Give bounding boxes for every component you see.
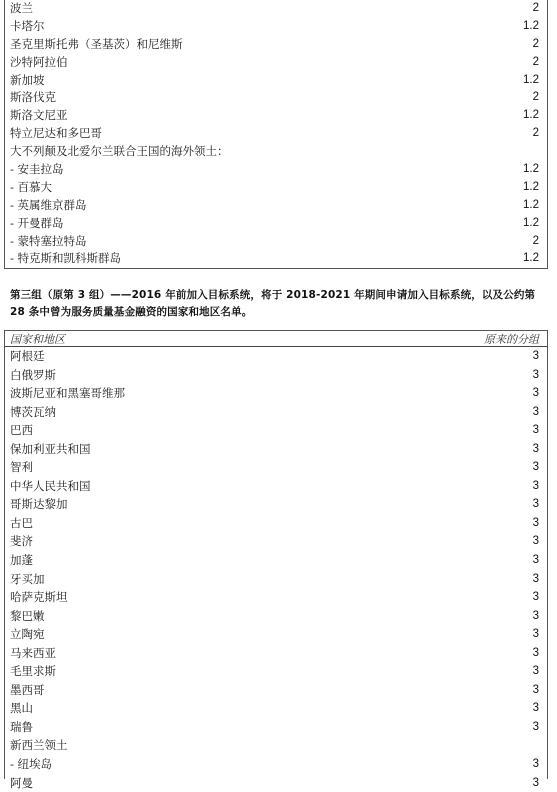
country-name: 博茨瓦纳 bbox=[10, 404, 56, 419]
group-value: 3 bbox=[532, 758, 539, 771]
country-name: - 开曼群岛 bbox=[10, 215, 64, 230]
group-value: 2 bbox=[532, 2, 539, 14]
country-name: - 安圭拉岛 bbox=[10, 162, 64, 177]
table-row bbox=[5, 72, 547, 90]
group-value: 2 bbox=[532, 234, 539, 247]
table-row bbox=[5, 514, 547, 533]
table-row bbox=[5, 551, 547, 570]
country-name: 沙特阿拉伯 bbox=[10, 54, 68, 69]
group-value: 3 bbox=[532, 702, 539, 715]
group-value: 3 bbox=[532, 442, 539, 455]
country-name: 新加坡 bbox=[10, 72, 45, 87]
table-row bbox=[5, 179, 547, 197]
group-value: 3 bbox=[532, 591, 539, 604]
table-row bbox=[5, 607, 547, 626]
country-name: 黎巴嫩 bbox=[10, 608, 45, 623]
country-name: 古巴 bbox=[10, 515, 33, 530]
table-header bbox=[5, 331, 547, 347]
table-row bbox=[5, 718, 547, 737]
country-name: 马来西亚 bbox=[10, 645, 56, 660]
table-row bbox=[5, 681, 547, 700]
table-row bbox=[5, 18, 547, 36]
country-name: 圣克里斯托弗（圣基茨）和尼维斯 bbox=[10, 36, 183, 51]
group-value: 2 bbox=[532, 127, 539, 140]
table-row bbox=[5, 384, 547, 403]
caption-line-2: 28 条中曾为服务质量基金融资的国家和地区名单。 bbox=[10, 306, 253, 318]
country-name: 牙买加 bbox=[10, 571, 45, 586]
group-value: 3 bbox=[532, 461, 539, 474]
country-name: 特立尼达和多巴哥 bbox=[10, 126, 102, 141]
country-name: - 特克斯和凯科斯群岛 bbox=[10, 251, 122, 266]
group-value: 1.2 bbox=[523, 252, 539, 265]
group-value: 3 bbox=[532, 516, 539, 529]
country-name: - 英属维京群岛 bbox=[10, 197, 87, 212]
group-value: 1.2 bbox=[523, 216, 539, 229]
table-row bbox=[5, 736, 547, 755]
table-row bbox=[5, 644, 547, 663]
table-row bbox=[5, 125, 547, 143]
group-value: 1.2 bbox=[523, 198, 539, 211]
group-value: 3 bbox=[532, 479, 539, 492]
group-value: 3 bbox=[532, 554, 539, 567]
table-row bbox=[5, 755, 547, 774]
country-name: - 纽埃岛 bbox=[10, 757, 53, 772]
caption-line-1: 第三组（原第 3 组）——2016 年前加入目标系统，将于 2018-2021 年期间申请加入目标系统，以及公约第 bbox=[10, 289, 536, 301]
country-name: 加蓬 bbox=[10, 553, 33, 568]
country-name: 斯洛文尼亚 bbox=[10, 108, 68, 123]
table-row bbox=[5, 625, 547, 644]
group-value: 3 bbox=[532, 424, 539, 437]
group-value: 3 bbox=[532, 665, 539, 678]
country-name: - 百慕大 bbox=[10, 179, 53, 194]
group-value: 3 bbox=[532, 405, 539, 418]
table-row bbox=[5, 54, 547, 72]
table-row bbox=[5, 495, 547, 514]
country-name: 哈萨克斯坦 bbox=[10, 590, 68, 605]
table-row bbox=[5, 662, 547, 681]
group-value: 2 bbox=[532, 91, 539, 104]
country-name: 墨西哥 bbox=[10, 682, 45, 697]
group-value: 3 bbox=[532, 646, 539, 659]
country-name: 立陶宛 bbox=[10, 627, 45, 642]
table-row bbox=[5, 250, 547, 268]
country-name: 大不列颠及北爱尔兰联合王国的海外领土： bbox=[10, 144, 229, 159]
table-row bbox=[5, 588, 547, 607]
country-name: 阿曼 bbox=[10, 775, 33, 790]
country-name: 阿根廷 bbox=[10, 349, 45, 363]
table-row bbox=[5, 36, 547, 54]
group-value: 3 bbox=[532, 572, 539, 585]
table-row bbox=[5, 570, 547, 589]
table-row bbox=[5, 774, 547, 792]
group-value: 3 bbox=[532, 535, 539, 548]
country-name: - 蒙特塞拉特岛 bbox=[10, 233, 87, 248]
country-name: 斐济 bbox=[10, 534, 33, 549]
table-row bbox=[5, 215, 547, 233]
table-row bbox=[5, 347, 547, 366]
country-name: 白俄罗斯 bbox=[10, 367, 56, 382]
table-row bbox=[5, 233, 547, 251]
table-row bbox=[5, 477, 547, 496]
group-value: 1.2 bbox=[523, 19, 539, 32]
table-row bbox=[5, 403, 547, 422]
group-value: 1.2 bbox=[523, 73, 539, 86]
country-name: 波兰 bbox=[10, 1, 33, 15]
country-name: 黑山 bbox=[10, 701, 33, 716]
table-row bbox=[5, 197, 547, 215]
country-name: 中华人民共和国 bbox=[10, 478, 91, 493]
group-value: 3 bbox=[532, 368, 539, 381]
header-country-region: 国家和地区 bbox=[10, 332, 65, 346]
table-row bbox=[5, 366, 547, 385]
country-name: 卡塔尔 bbox=[10, 18, 45, 33]
group-value: 3 bbox=[532, 498, 539, 511]
country-name: 保加利亚共和国 bbox=[10, 441, 91, 456]
group-value: 3 bbox=[532, 387, 539, 400]
table-row bbox=[5, 440, 547, 459]
table-row bbox=[5, 532, 547, 551]
group-value: 1.2 bbox=[523, 109, 539, 122]
table-row bbox=[5, 161, 547, 179]
group-value: 3 bbox=[532, 720, 539, 733]
country-table-group2-continued bbox=[4, 0, 548, 269]
group-value: 2 bbox=[532, 37, 539, 50]
table-row bbox=[5, 107, 547, 125]
country-name: 毛里求斯 bbox=[10, 664, 56, 679]
group-value: 3 bbox=[532, 628, 539, 641]
group3-caption bbox=[10, 287, 550, 321]
group-value: 3 bbox=[532, 683, 539, 696]
table-row bbox=[5, 143, 547, 161]
group-value: 3 bbox=[532, 350, 539, 362]
group-value: 3 bbox=[532, 609, 539, 622]
group-value: 2 bbox=[532, 55, 539, 68]
country-name: 新西兰领土 bbox=[10, 738, 68, 753]
group-value: 1.2 bbox=[523, 180, 539, 193]
header-original-group: 原来的分组 bbox=[484, 332, 539, 346]
country-table-group3 bbox=[4, 330, 548, 790]
group-value: 1.2 bbox=[523, 163, 539, 176]
table-row bbox=[5, 89, 547, 107]
table-row bbox=[5, 699, 547, 718]
country-name: 瑞鲁 bbox=[10, 719, 33, 734]
country-name: 斯洛伐克 bbox=[10, 90, 56, 105]
table-row bbox=[5, 458, 547, 477]
country-name: 波斯尼亚和黑塞哥维那 bbox=[10, 386, 125, 401]
country-name: 智利 bbox=[10, 460, 33, 475]
table-row bbox=[5, 0, 547, 18]
country-name: 巴西 bbox=[10, 423, 33, 438]
country-name: 哥斯达黎加 bbox=[10, 497, 68, 512]
table-row bbox=[5, 421, 547, 440]
group-value: 3 bbox=[532, 776, 539, 789]
